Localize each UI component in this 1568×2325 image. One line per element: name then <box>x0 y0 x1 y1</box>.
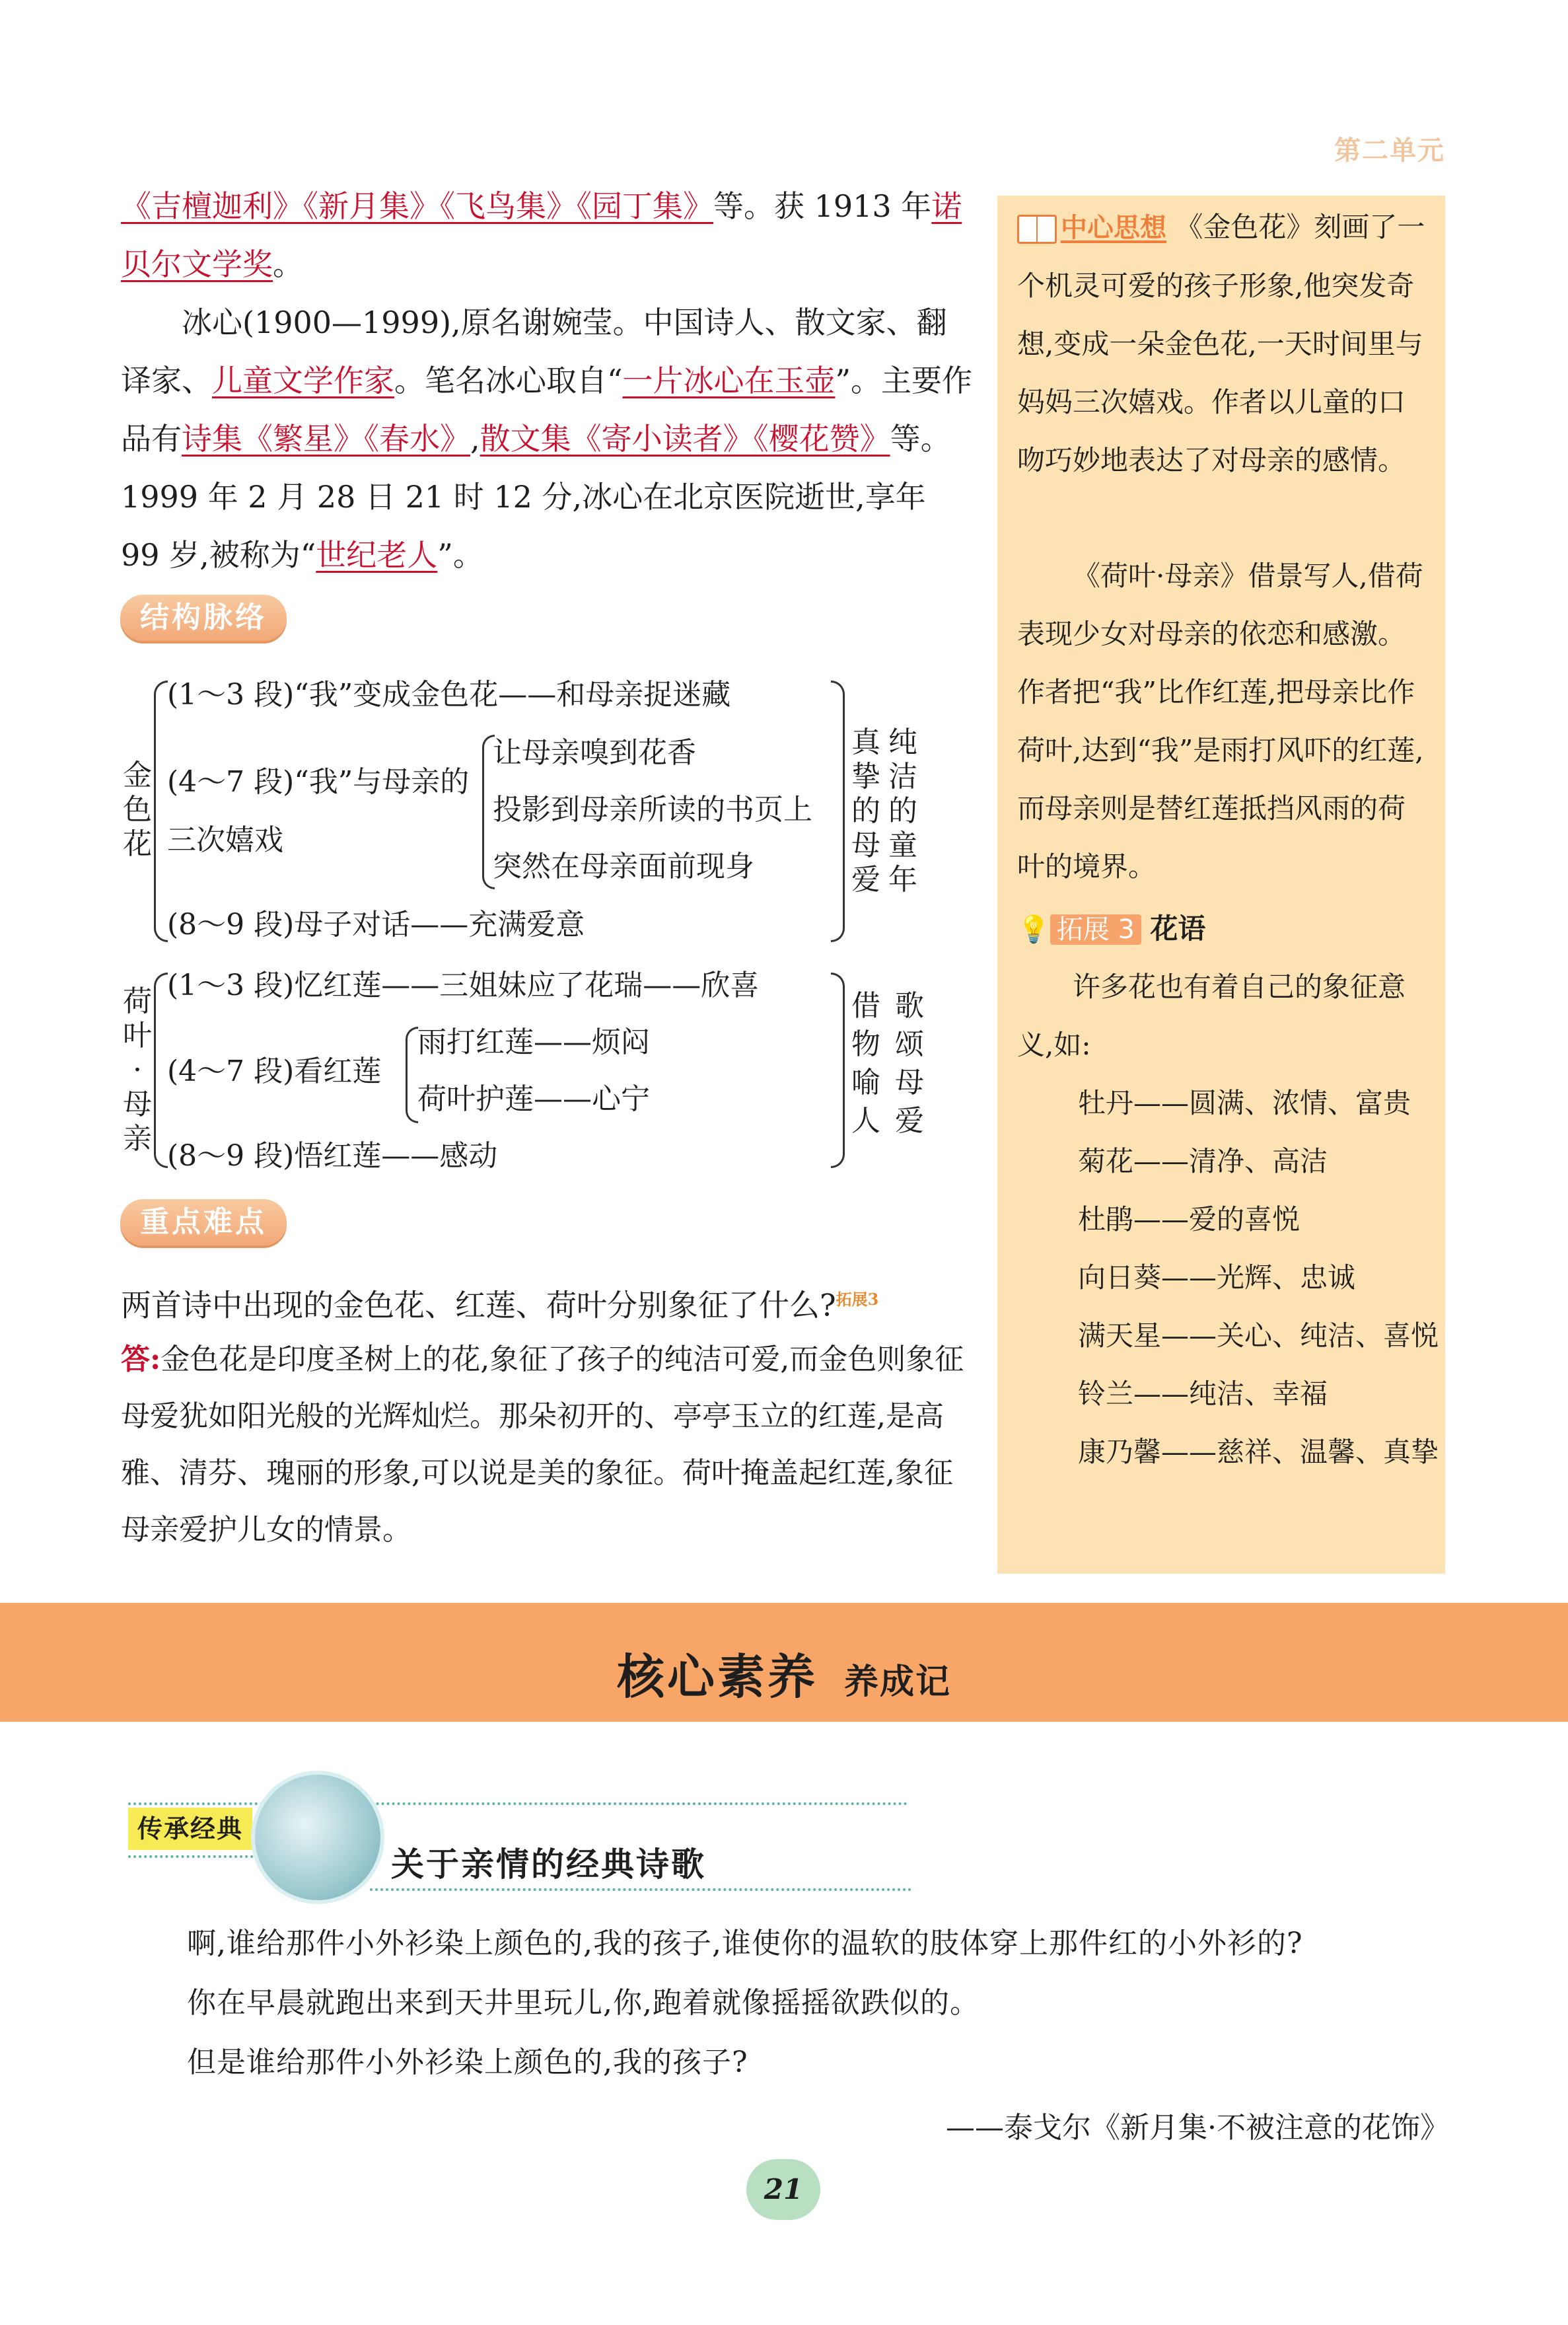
keypoint-question <box>121 1278 878 1326</box>
central-idea-text: 《金色花》刻画了一个机灵可爱的孩子形象,他突发奇想,变成一朵金色花,一天时间里与妈妈三次嬉戏。作者以儿童的口吻巧妙地表达了对母亲的感情。 <box>1017 211 1425 476</box>
role: 儿童文学作家 <box>212 363 394 398</box>
text: ”。 <box>437 537 483 573</box>
dotted-divider <box>370 1888 911 1891</box>
list-item: 向日葵——光辉、忠诚 <box>1078 1261 1356 1294</box>
lightbulb-icon: 💡 <box>1017 914 1050 945</box>
intro-paragraph-1 <box>121 177 973 293</box>
text: , <box>470 421 480 457</box>
text: 等。获 1913 年 <box>713 188 932 224</box>
poem1-name: 金色花 <box>123 758 152 861</box>
extension-ref: 拓展3 <box>836 1290 879 1309</box>
intro-paragraph-2 <box>121 293 973 584</box>
answer-text: 金色花是印度圣树上的花,象征了孩子的纯洁可爱,而金色则象征母爱犹如阳光般的光辉灿烂。那朵初开的、亭亭玉立的红莲,是高雅、清芬、瑰丽的形象,可以说是美的象征。荷叶掩盖起红莲,象征母亲爱护儿女的情景。 <box>121 1343 964 1547</box>
text: 等。1999 年 2 月 28 日 21 时 12 分,冰心在北京医院逝世,享年 99 岁,被称为“ <box>121 421 951 573</box>
banner-heading <box>0 1639 1568 1707</box>
list-item: 菊花——清净、高洁 <box>1078 1145 1328 1177</box>
poem1-sub1: 让母亲嗅到花香 <box>493 736 696 770</box>
central-idea-label: 中心思想 <box>1061 213 1166 243</box>
text: ”。主要作品有 <box>121 363 973 457</box>
dotted-divider <box>128 1802 908 1805</box>
keypoint-answer <box>121 1331 973 1559</box>
text: 。笔名冰心取自“ <box>394 363 623 398</box>
question-text: 两首诗中出现的金色花、红莲、荷叶分别象征了什么? <box>121 1287 836 1323</box>
banner-title: 核心素养 <box>616 1648 818 1705</box>
poem-attribution: ——泰戈尔《新月集·不被注意的花饰》 <box>946 2111 1449 2145</box>
poem2-theme1: 借物喻人 <box>851 989 880 1138</box>
nobel-prize: 诺贝尔文学奖 <box>121 188 962 282</box>
poem2-sub1: 雨打红莲——烦闷 <box>417 1025 650 1059</box>
poem1-theme2: 纯洁的童年 <box>888 725 917 897</box>
page-number: 21 <box>746 2159 820 2220</box>
list-item: 满天星——关心、纯洁、喜悦 <box>1078 1319 1439 1352</box>
poem1-theme1: 真挚的母爱 <box>851 725 880 897</box>
text: 。 <box>273 246 303 282</box>
poem1-section1: (1～3 段)“我”变成金色花——和母亲捉迷藏 <box>167 678 731 712</box>
poem2-section2: (4～7 段)看红莲 <box>167 1054 382 1088</box>
banner-subtitle: 养成记 <box>844 1662 952 1702</box>
poem2-theme2: 歌颂母爱 <box>895 989 924 1138</box>
answer-label: 答: <box>121 1343 161 1376</box>
central-idea-text-2: 《荷叶·母亲》借景写人,借荷表现少女对母亲的依恋和感激。作者把“我”比作红莲,把母亲比作荷叶,达到“我”是雨打风吓的红莲,而母亲则是替红莲抵挡风雨的荷叶的境界。 <box>1017 560 1424 883</box>
right-bracket <box>831 681 845 942</box>
poem-line: 你在早晨就跑出来到天井里玩儿,你,跑着就像摇摇欲跌似的。 <box>187 1986 980 2020</box>
keypoint-tag: 重点难点 <box>120 1199 287 1245</box>
pen-name-source: 一片冰心在玉壶 <box>622 363 836 398</box>
structure-tag: 结构脉络 <box>120 595 287 641</box>
poem2-name: 荷叶·母亲 <box>123 984 152 1156</box>
poetry-works: 诗集《繁星》《春水》 <box>182 421 470 457</box>
poem1-sub3: 突然在母亲面前现身 <box>493 850 754 883</box>
heritage-tag: 传承经典 <box>128 1808 252 1850</box>
landscape-illustration <box>251 1771 384 1904</box>
poem2-section1: (1～3 段)忆红莲——三姐妹应了花瑞——欣喜 <box>167 969 760 1002</box>
extension-label: 拓展 3 <box>1050 914 1141 945</box>
extension-intro: 许多花也有着自己的象征意义,如: <box>1017 971 1406 1061</box>
sub-bracket <box>406 1027 418 1123</box>
works-list: 《吉檀迦利》《新月集》《飞鸟集》《园丁集》 <box>121 188 713 224</box>
text: 冰心(1900—1999),原名谢婉莹。中国诗人、散文家、翻译家、 <box>121 305 947 398</box>
left-bracket <box>154 681 168 942</box>
list-item: 康乃馨——慈祥、温馨、真挚 <box>1078 1436 1439 1468</box>
prose-works: 散文集《寄小读者》《樱花赞》 <box>480 421 890 457</box>
left-bracket <box>154 973 168 1168</box>
poem2-section3: (8～9 段)悟红莲——感动 <box>167 1139 498 1173</box>
heritage-title: 关于亲情的经典诗歌 <box>391 1845 706 1884</box>
flower-list <box>1078 1074 1487 1481</box>
central-idea <box>1017 198 1427 490</box>
list-item: 杜鹃——爱的喜悦 <box>1078 1203 1301 1236</box>
book-icon <box>1017 215 1057 244</box>
poem-line: 但是谁给那件小外衫染上颜色的,我的孩子? <box>187 2046 748 2079</box>
list-item: 铃兰——纯洁、幸福 <box>1078 1378 1328 1410</box>
poem-line: 啊,谁给那件小外衫染上颜色的,我的孩子,谁使你的温软的肢体穿上那件红的小外衫的? <box>187 1927 1303 1960</box>
poem1-section2a: (4～7 段)“我”与母亲的 <box>167 765 470 799</box>
list-item: 牡丹——圆满、浓情、富贵 <box>1078 1087 1411 1119</box>
right-bracket <box>831 973 845 1168</box>
extension-title: 花语 <box>1150 912 1206 945</box>
century-elder: 世纪老人 <box>316 537 438 573</box>
extension-header <box>1017 900 1427 959</box>
poem1-section3: (8～9 段)母子对话——充满爱意 <box>167 908 585 941</box>
unit-header: 第二单元 <box>1334 135 1445 166</box>
poem2-sub2: 荷叶护莲——心宁 <box>417 1082 650 1116</box>
poem1-sub2: 投影到母亲所读的书页上 <box>493 793 812 827</box>
poem1-section2b: 三次嬉戏 <box>167 823 283 857</box>
